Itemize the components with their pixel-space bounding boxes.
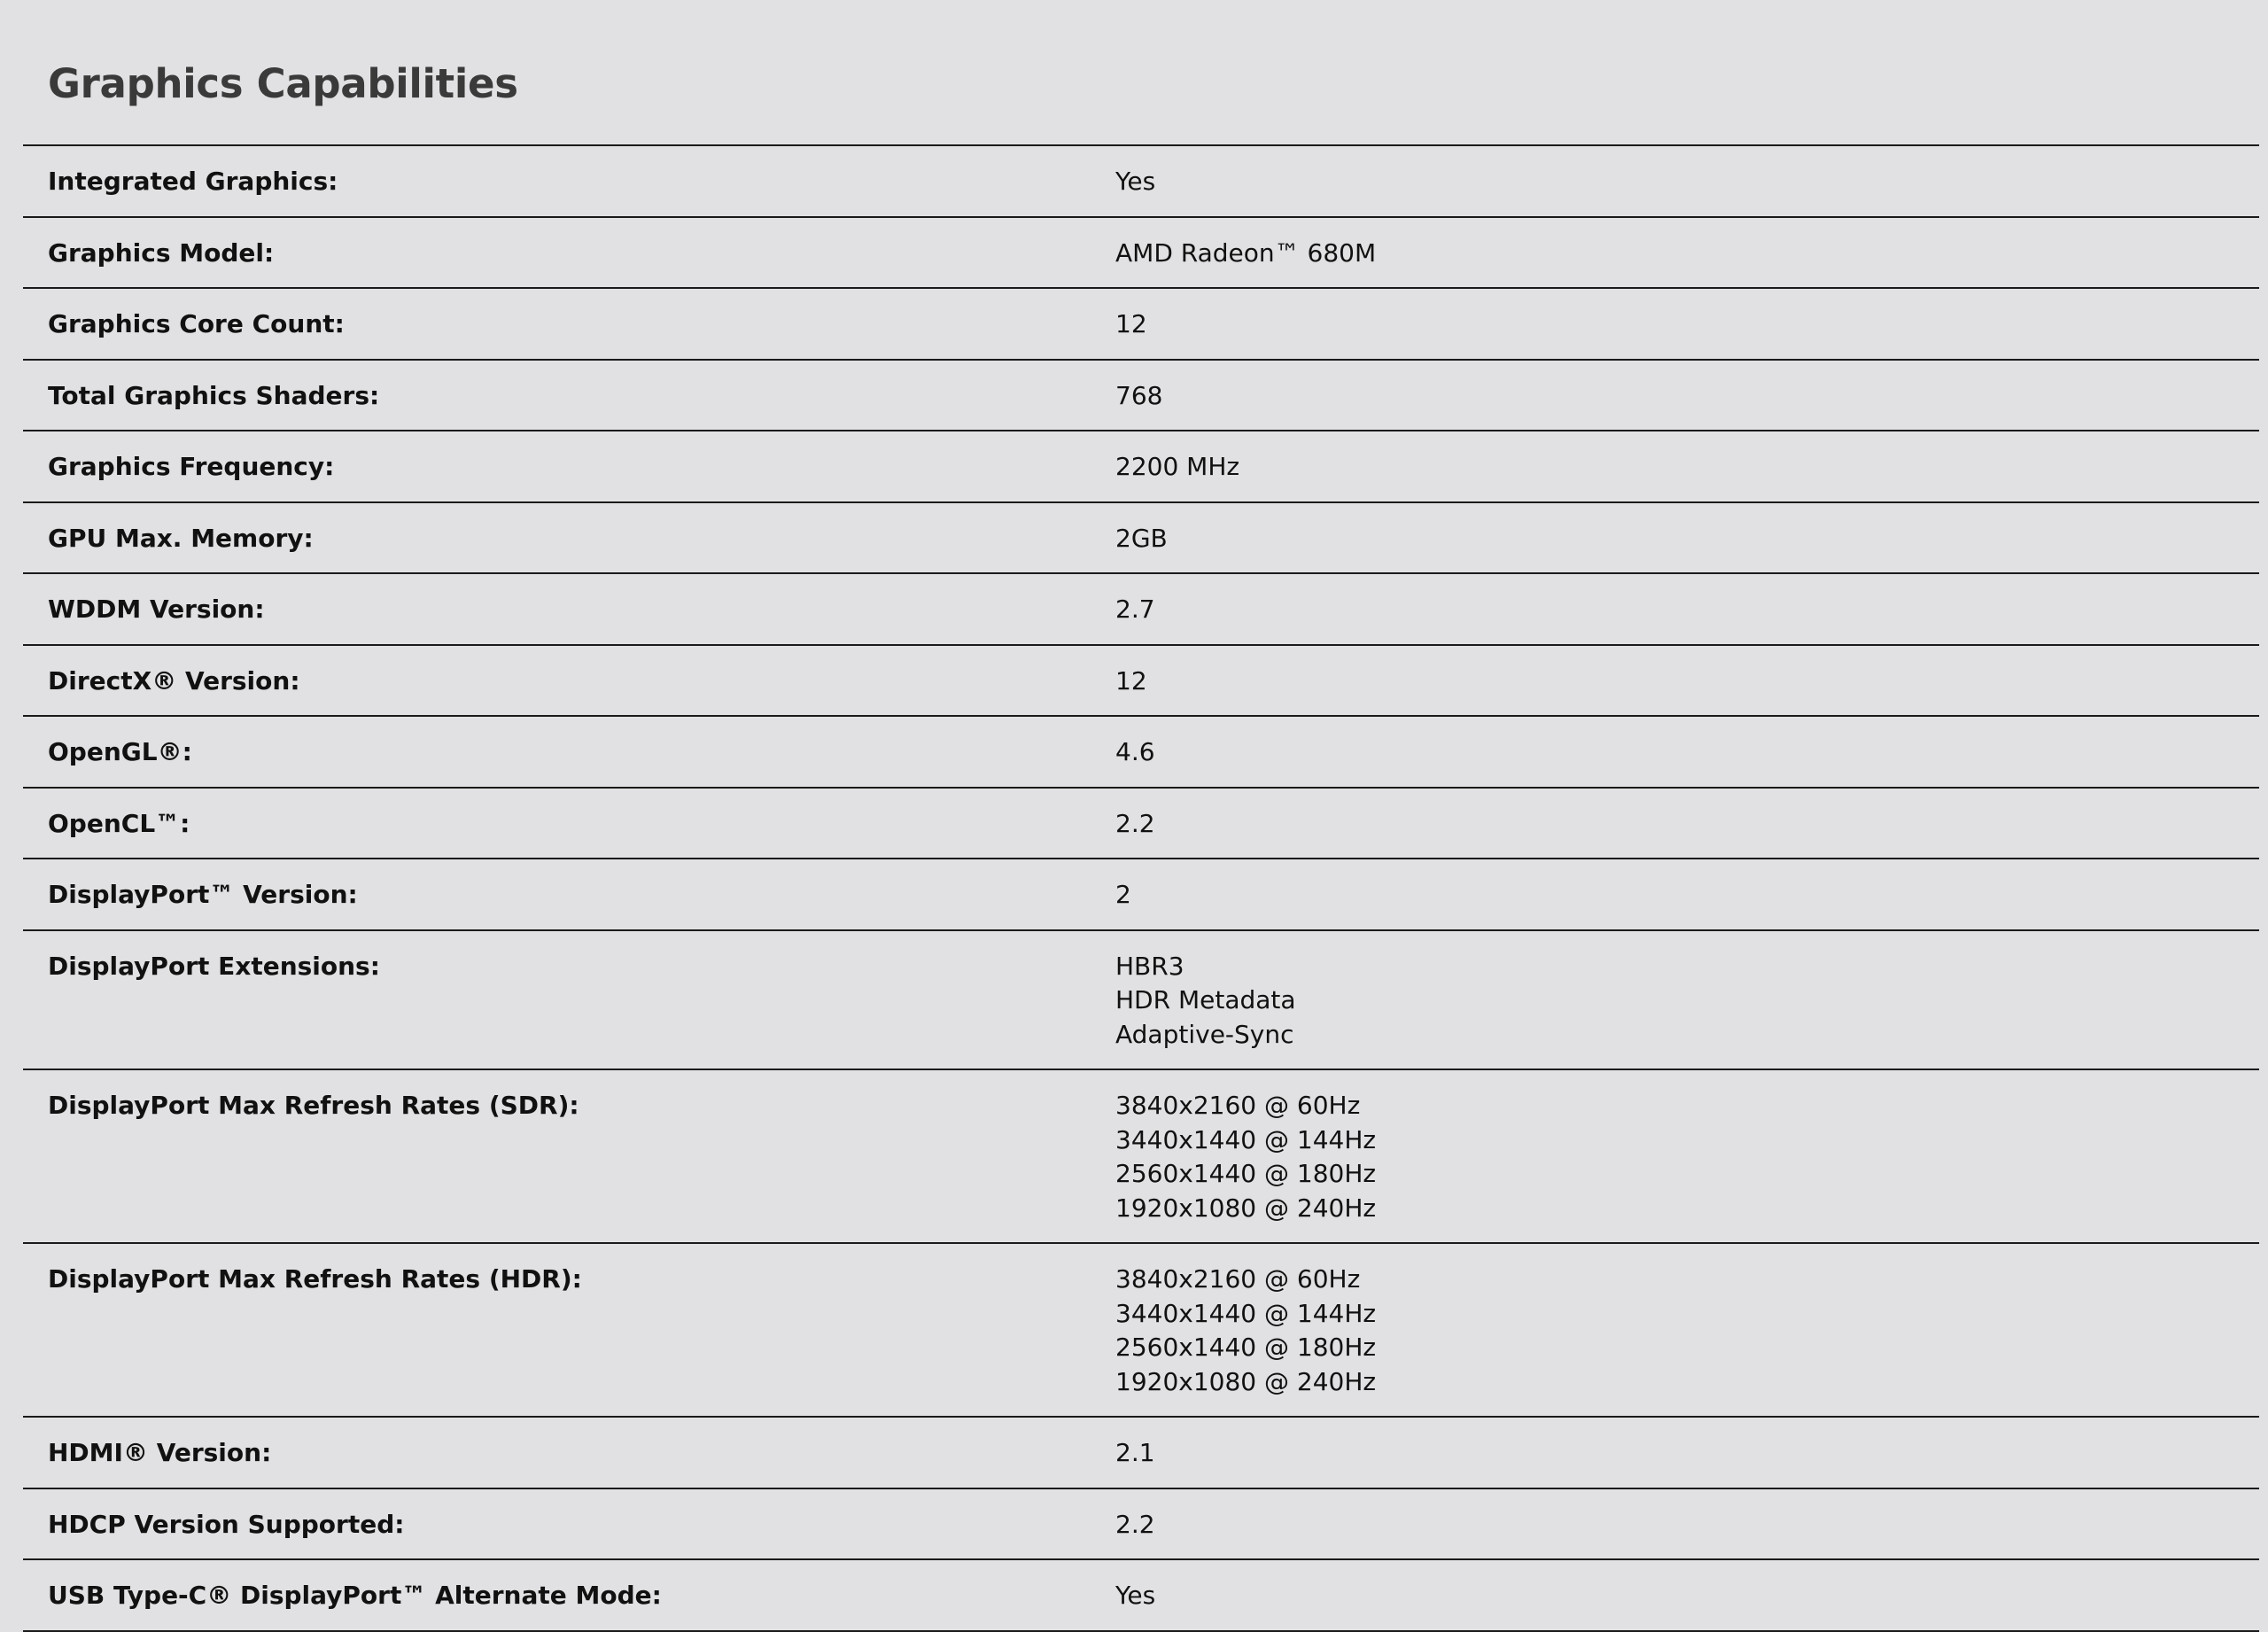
spec-table bbox=[23, 144, 2259, 1632]
spec-row bbox=[23, 859, 2259, 931]
spec-value: HBR3 bbox=[1115, 951, 1184, 981]
spec-values bbox=[1115, 450, 2259, 485]
spec-row bbox=[23, 1070, 2259, 1244]
spec-label: DirectX® Version: bbox=[48, 665, 300, 696]
spec-value: 2GB bbox=[1115, 523, 1168, 553]
spec-label: DisplayPort Max Refresh Rates (SDR): bbox=[48, 1091, 579, 1120]
spec-value: 12 bbox=[1115, 309, 1147, 338]
spec-value: 2.2 bbox=[1115, 1509, 1155, 1539]
spec-value: Yes bbox=[1115, 1581, 1156, 1610]
spec-label: GPU Max. Memory: bbox=[48, 523, 314, 553]
spec-values bbox=[1115, 1089, 2259, 1225]
spec-label: Graphics Model: bbox=[48, 237, 275, 268]
spec-value: 1920x1080 @ 240Hz bbox=[1115, 1366, 1377, 1396]
spec-label: USB Type-C® DisplayPort™ Alternate Mode: bbox=[48, 1581, 662, 1610]
spec-label: OpenGL®: bbox=[48, 737, 192, 766]
spec-value: Adaptive-Sync bbox=[1115, 1019, 1294, 1049]
spec-value: 1920x1080 @ 240Hz bbox=[1115, 1193, 1377, 1223]
spec-value: 3440x1440 @ 144Hz bbox=[1115, 1124, 1377, 1154]
spec-values bbox=[1115, 807, 2259, 842]
spec-row bbox=[23, 1418, 2259, 1489]
spec-values bbox=[1115, 1579, 2259, 1613]
spec-label: Total Graphics Shaders: bbox=[48, 380, 380, 410]
spec-label: HDCP Version Supported: bbox=[48, 1509, 405, 1539]
spec-values bbox=[1115, 735, 2259, 770]
spec-value: 768 bbox=[1115, 380, 1163, 410]
spec-value: 12 bbox=[1115, 665, 1147, 696]
spec-row bbox=[23, 289, 2259, 361]
spec-row bbox=[23, 218, 2259, 290]
spec-label: OpenCL™: bbox=[48, 808, 190, 838]
spec-row bbox=[23, 931, 2259, 1071]
spec-values bbox=[1115, 593, 2259, 627]
spec-values bbox=[1115, 237, 2259, 271]
spec-row bbox=[23, 146, 2259, 218]
spec-values bbox=[1115, 1508, 2259, 1543]
spec-label: DisplayPort Max Refresh Rates (HDR): bbox=[48, 1264, 582, 1294]
spec-row bbox=[23, 1489, 2259, 1561]
spec-values bbox=[1115, 1436, 2259, 1471]
spec-row bbox=[23, 431, 2259, 503]
spec-values bbox=[1115, 522, 2259, 556]
spec-value: 2.1 bbox=[1115, 1438, 1155, 1467]
spec-value: 3440x1440 @ 144Hz bbox=[1115, 1298, 1377, 1328]
spec-value: 4.6 bbox=[1115, 737, 1155, 766]
spec-value: 3840x2160 @ 60Hz bbox=[1115, 1091, 1361, 1120]
spec-row bbox=[23, 361, 2259, 432]
spec-values bbox=[1115, 307, 2259, 342]
spec-label: DisplayPort™ Version: bbox=[48, 880, 358, 909]
spec-row bbox=[23, 1560, 2259, 1632]
spec-label: Graphics Core Count: bbox=[48, 309, 345, 338]
spec-value: Yes bbox=[1115, 167, 1156, 196]
spec-values bbox=[1115, 165, 2259, 199]
spec-row bbox=[23, 646, 2259, 718]
spec-row bbox=[23, 574, 2259, 646]
spec-value: 3840x2160 @ 60Hz bbox=[1115, 1264, 1361, 1294]
spec-row bbox=[23, 503, 2259, 575]
spec-value: AMD Radeon™ 680M bbox=[1115, 237, 1377, 268]
spec-value: 2.7 bbox=[1115, 595, 1155, 624]
spec-value: 2560x1440 @ 180Hz bbox=[1115, 1159, 1377, 1188]
spec-label: HDMI® Version: bbox=[48, 1438, 272, 1467]
spec-label: DisplayPort Extensions: bbox=[48, 951, 380, 981]
spec-row bbox=[23, 789, 2259, 860]
spec-values bbox=[1115, 379, 2259, 414]
section-title: Graphics Capabilities bbox=[48, 60, 518, 107]
spec-values bbox=[1115, 664, 2259, 699]
spec-row bbox=[23, 717, 2259, 789]
spec-values bbox=[1115, 950, 2259, 1053]
spec-value: HDR Metadata bbox=[1115, 985, 1296, 1014]
spec-row bbox=[23, 1244, 2259, 1418]
spec-value: 2 bbox=[1115, 880, 1131, 909]
spec-value: 2200 MHz bbox=[1115, 452, 1240, 481]
spec-values bbox=[1115, 878, 2259, 913]
spec-label: Integrated Graphics: bbox=[48, 167, 338, 196]
spec-label: WDDM Version: bbox=[48, 595, 265, 624]
spec-value: 2560x1440 @ 180Hz bbox=[1115, 1333, 1377, 1362]
spec-label: Graphics Frequency: bbox=[48, 452, 335, 481]
spec-value: 2.2 bbox=[1115, 808, 1155, 838]
spec-values bbox=[1115, 1263, 2259, 1399]
